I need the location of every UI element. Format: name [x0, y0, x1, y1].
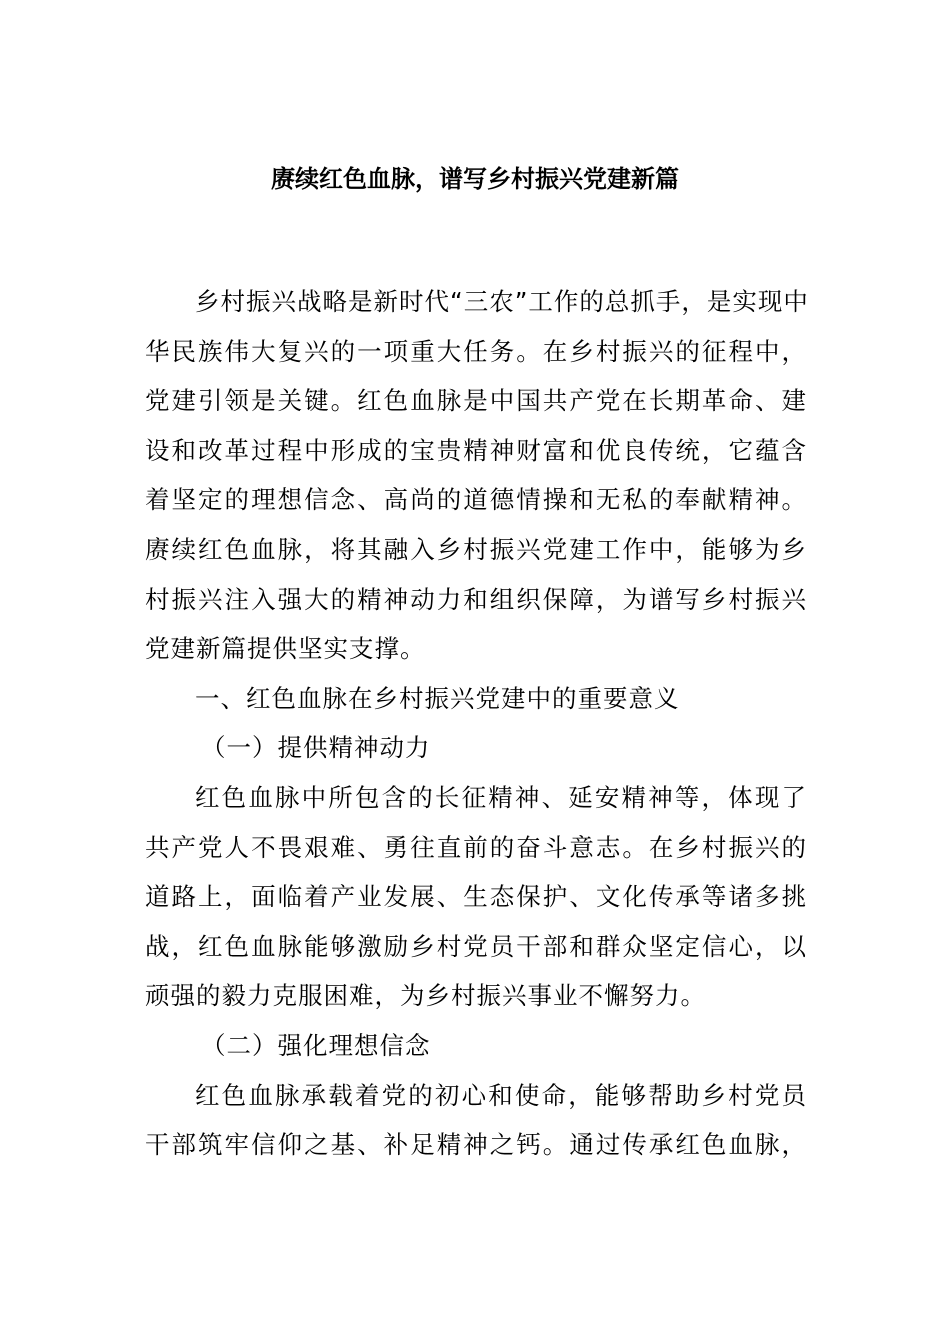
paragraph-line: 顽强的毅力克服困难，为乡村振兴事业不懈努力。: [145, 981, 706, 1011]
document-body: [145, 277, 807, 1170]
paragraph-line: 道路上，面临着产业发展、生态保护、文化传承等诸多挑: [145, 882, 807, 912]
paragraph-line: 党建新篇提供坚实支撑。: [145, 634, 426, 664]
paragraph-line: 赓续红色血脉，将其融入乡村振兴党建工作中，能够为乡: [145, 534, 807, 564]
paragraph-line: 战，红色血脉能够激励乡村党员干部和群众坚定信心，以: [145, 931, 807, 961]
paragraph-line: 设和改革过程中形成的宝贵精神财富和优良传统，它蕴含: [145, 435, 807, 465]
paragraph-line: 着坚定的理想信念、高尚的道德情操和无私的奉献精神。: [145, 485, 807, 515]
subsection-heading: （一）提供精神动力: [201, 733, 431, 763]
subsection-heading: （二）强化理想信念: [201, 1030, 431, 1060]
paragraph-line: 党建引领是关键。红色血脉是中国共产党在长期革命、建: [145, 386, 807, 416]
paragraph-line: 红色血脉承载着党的初心和使命，能够帮助乡村党员: [195, 1080, 807, 1110]
paragraph-line: 共产党人不畏艰难、勇往直前的奋斗意志。在乡村振兴的: [145, 832, 807, 862]
paragraph-line: 干部筑牢信仰之基、补足精神之钙。通过传承红色血脉，: [145, 1130, 807, 1160]
paragraph-line: 乡村振兴战略是新时代“三农”工作的总抓手，是实现中: [195, 287, 809, 316]
document-title: 赓续红色血脉，谱写乡村振兴党建新篇: [271, 165, 679, 193]
paragraph-line: 华民族伟大复兴的一项重大任务。在乡村振兴的征程中，: [145, 336, 807, 366]
section-heading: 一、红色血脉在乡村振兴党建中的重要意义: [195, 683, 680, 713]
paragraph-line: 村振兴注入强大的精神动力和组织保障，为谱写乡村振兴: [145, 584, 807, 614]
paragraph-line: 红色血脉中所包含的长征精神、延安精神等，体现了: [195, 782, 807, 812]
